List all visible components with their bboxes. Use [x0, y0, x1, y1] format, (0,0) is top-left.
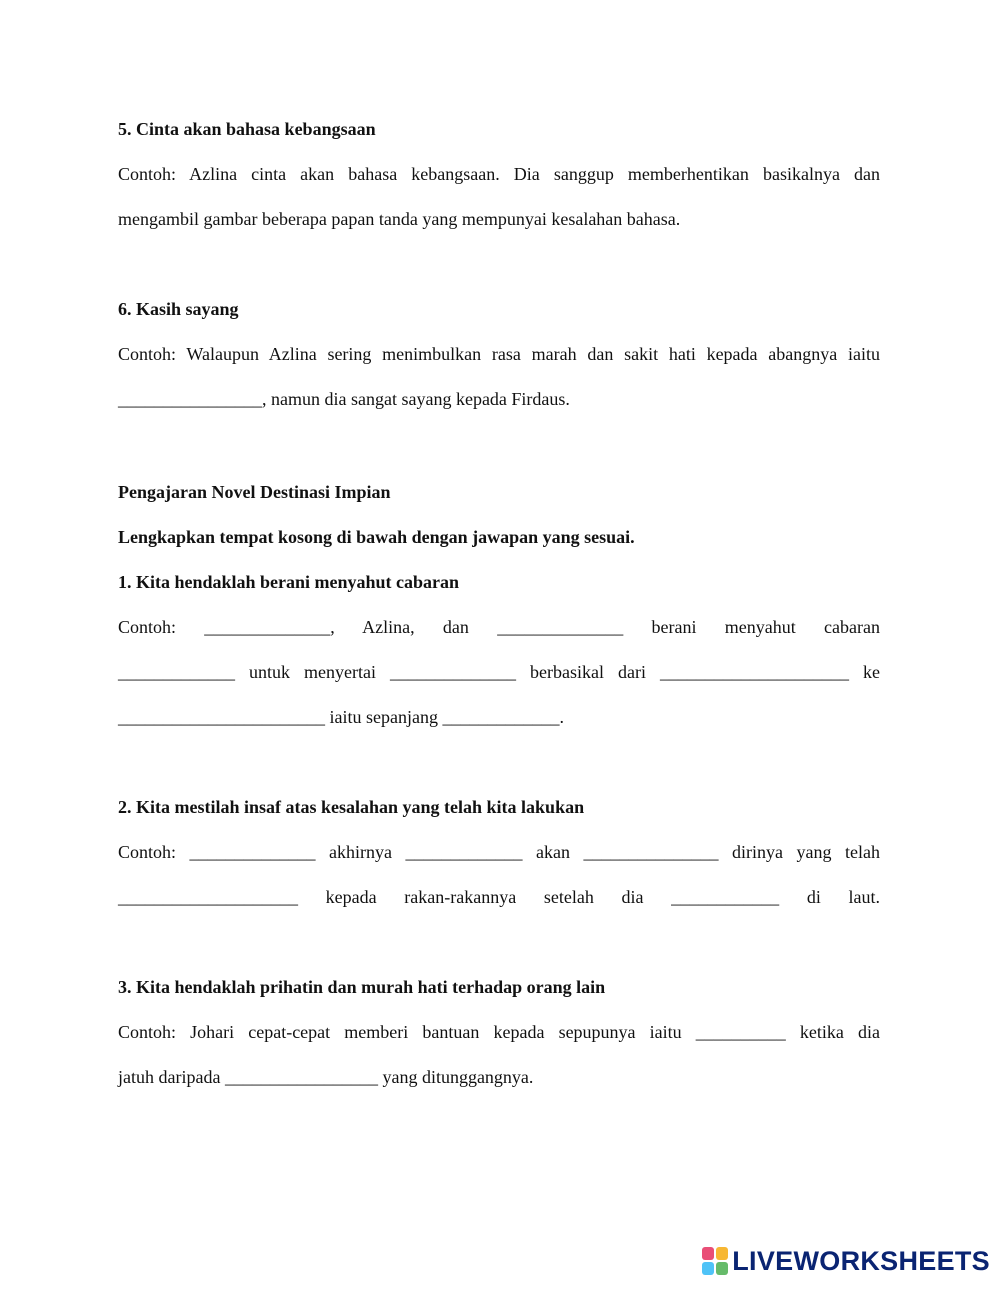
logo-block-3 [702, 1262, 714, 1275]
section-5-line-2: mengambil gambar beberapa papan tanda yang mempunyai kesalahan bahasa. [118, 209, 681, 229]
question-2-heading: 2. Kita mestilah insaf atas kesalahan yang telah kita lakukan [118, 797, 585, 817]
question-1-heading: 1. Kita hendaklah berani menyahut cabaran [118, 572, 460, 592]
logo-block-4 [716, 1262, 728, 1275]
section-6-line-1: Contoh: Walaupun Azlina sering menimbulkan rasa marah dan sakit hati kepada abangnya iaitu [118, 344, 880, 364]
section-6-heading: 6. Kasih sayang [118, 299, 239, 319]
question-3-line-2: jatuh daripada _________________ yang ditunggangnya. [118, 1067, 534, 1087]
question-2-line-2: ____________________ kepada rakan-rakannya setelah dia ____________ di laut. [118, 887, 880, 907]
section-6-line-2: ________________, namun dia sangat sayang kepada Firdaus. [118, 389, 570, 409]
logo-block-2 [716, 1247, 728, 1260]
liveworksheets-logo [702, 1243, 990, 1279]
liveworksheets-logo-text: LIVEWORKSHEETS [732, 1245, 990, 1276]
question-1-line-3: _______________________ iaitu sepanjang _____________. [118, 707, 564, 727]
logo-block-1 [702, 1247, 714, 1260]
section-5-line-1: Contoh: Azlina cinta akan bahasa kebangsaan. Dia sanggup memberhentikan basikalnya dan [118, 164, 880, 184]
question-3-line-1: Contoh: Johari cepat-cepat memberi bantuan kepada sepupunya iaitu __________ ketika dia [118, 1022, 880, 1042]
section-5-heading: 5. Cinta akan bahasa kebangsaan [118, 119, 376, 139]
question-1-line-1: Contoh: ______________, Azlina, dan ______________ berani menyahut cabaran [118, 617, 880, 637]
pengajaran-title: Pengajaran Novel Destinasi Impian [118, 482, 391, 502]
question-3-heading: 3. Kita hendaklah prihatin dan murah hati terhadap orang lain [118, 977, 606, 997]
question-2-line-1: Contoh: ______________ akhirnya _____________ akan _______________ dirinya yang telah [118, 842, 880, 862]
question-1-line-2: _____________ untuk menyertai ______________ berbasikal dari _____________________ ke [118, 662, 880, 682]
pengajaran-instruction: Lengkapkan tempat kosong di bawah dengan jawapan yang sesuai. [118, 527, 635, 547]
liveworksheets-logo-icon [702, 1247, 728, 1275]
